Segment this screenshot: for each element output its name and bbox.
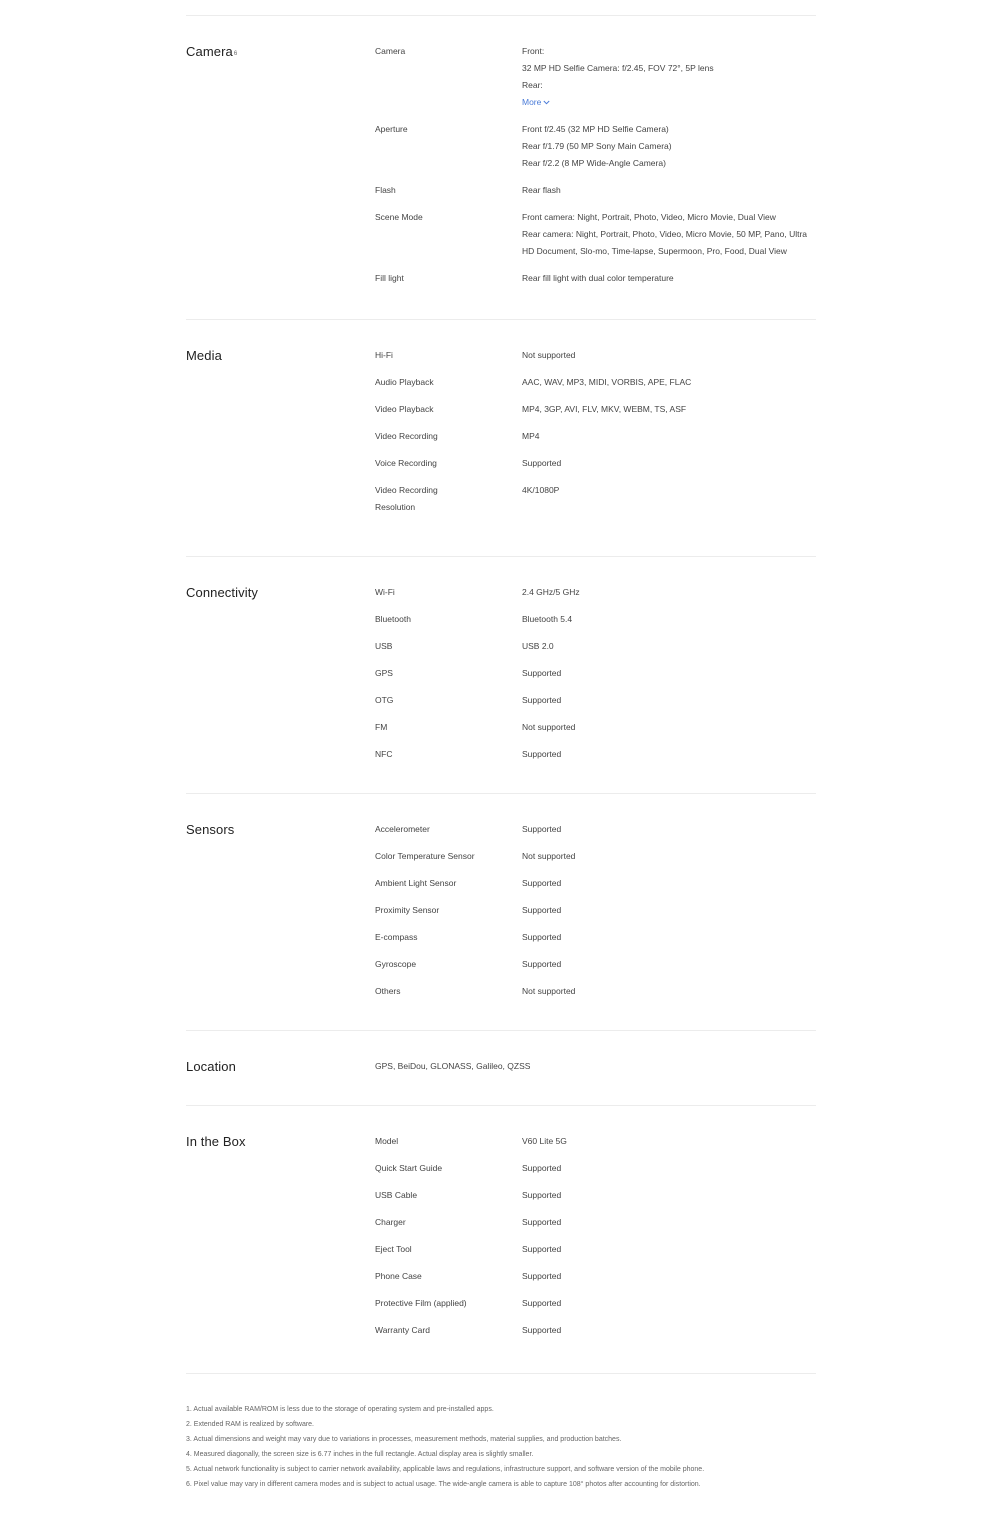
spec-value-line: 2.4 GHz/5 GHz bbox=[522, 587, 580, 597]
section-title bbox=[186, 822, 234, 837]
spec-value bbox=[522, 455, 816, 472]
spec-label: Wi-Fi bbox=[375, 587, 395, 597]
spec-value bbox=[522, 1187, 816, 1204]
spec-value-line: Supported bbox=[522, 1271, 562, 1281]
spec-value-line: Supported bbox=[522, 905, 562, 915]
spec-label: E-compass bbox=[375, 932, 418, 942]
spec-label: OTG bbox=[375, 695, 394, 705]
spec-value-line: Rear flash bbox=[522, 185, 561, 195]
footnote-item: 5. Actual network functionality is subject to carrier network availability, applicable laws and regulations, infrastructure support, and software version of the mobile phone. bbox=[186, 1466, 705, 1473]
spec-page bbox=[186, 0, 816, 1492]
spec-label: Camera bbox=[375, 46, 406, 56]
section-title-text: Location bbox=[186, 1059, 236, 1074]
spec-row-audio-playback bbox=[375, 374, 816, 391]
spec-label: Bluetooth bbox=[375, 614, 411, 624]
more-link[interactable] bbox=[522, 94, 550, 111]
spec-value bbox=[522, 638, 816, 655]
spec-row-fill-light bbox=[375, 270, 816, 287]
spec-row-nfc bbox=[375, 746, 816, 763]
section-title-text: In the Box bbox=[186, 1134, 246, 1149]
section-title-text: Media bbox=[186, 348, 222, 363]
spec-value-line: Not supported bbox=[522, 350, 576, 360]
spec-row-gps bbox=[375, 665, 816, 682]
spec-row-accelerometer bbox=[375, 821, 816, 838]
spec-row-fm bbox=[375, 719, 816, 736]
spec-row-others bbox=[375, 983, 816, 1000]
spec-value-line: 4K/1080P bbox=[522, 485, 560, 495]
spec-label: Ambient Light Sensor bbox=[375, 878, 457, 888]
spec-value bbox=[522, 482, 816, 516]
section-camera bbox=[186, 16, 816, 319]
spec-value bbox=[522, 746, 816, 763]
spec-value bbox=[522, 1295, 816, 1312]
footnotes bbox=[186, 1374, 816, 1492]
spec-value bbox=[522, 1268, 816, 1285]
spec-value-line: Supported bbox=[522, 1190, 562, 1200]
spec-value-line: Supported bbox=[522, 878, 562, 888]
spec-value-line: Supported bbox=[522, 695, 562, 705]
section-title-text: Sensors bbox=[186, 822, 235, 837]
spec-value-line: Supported bbox=[522, 1298, 562, 1308]
spec-row-color-temperature-sensor bbox=[375, 848, 816, 865]
spec-label: Accelerometer bbox=[375, 824, 430, 834]
spec-value bbox=[522, 875, 816, 892]
spec-row-usb-cable bbox=[375, 1187, 816, 1204]
spec-value bbox=[522, 209, 816, 260]
footnote-item: 4. Measured diagonally, the screen size is 6.77 inches in the full rectangle. Actual display area is slightly smaller. bbox=[186, 1451, 534, 1458]
spec-label: USB Cable bbox=[375, 1190, 418, 1200]
spec-rows bbox=[375, 1058, 816, 1075]
spec-label: Aperture bbox=[375, 124, 408, 134]
spec-label: Gyroscope bbox=[375, 959, 417, 969]
spec-value-line: HD Document, Slo-mo, Time-lapse, Supermoon, Pro, Food, Dual View bbox=[522, 246, 787, 256]
spec-row-voice-recording bbox=[375, 455, 816, 472]
spec-value-line: Front f/2.45 (32 MP HD Selfie Camera) bbox=[522, 124, 669, 134]
spec-row-quick-start-guide bbox=[375, 1160, 816, 1177]
spec-value-line: Front: bbox=[522, 46, 545, 56]
spec-value-line: Supported bbox=[522, 749, 562, 759]
spec-value-line: MP4, 3GP, AVI, FLV, MKV, WEBM, TS, ASF bbox=[522, 404, 687, 414]
section-in-the-box bbox=[186, 1106, 816, 1373]
section-title-text: Camera bbox=[186, 44, 233, 59]
spec-value bbox=[522, 182, 816, 199]
spec-value-line: Supported bbox=[522, 1244, 562, 1254]
section-connectivity bbox=[186, 557, 816, 793]
spec-rows bbox=[375, 1133, 816, 1339]
footnote-item: 2. Extended RAM is realized by software. bbox=[186, 1421, 315, 1428]
spec-value-line: Rear f/2.2 (8 MP Wide-Angle Camera) bbox=[522, 158, 666, 168]
spec-label: USB bbox=[375, 641, 393, 651]
spec-value bbox=[522, 43, 816, 111]
spec-row-otg bbox=[375, 692, 816, 709]
spec-row-video-recording-resolution bbox=[375, 482, 816, 516]
spec-label: Video Recording bbox=[375, 431, 438, 441]
spec-value-line: USB 2.0 bbox=[522, 641, 554, 651]
spec-value-line: MP4 bbox=[522, 431, 540, 441]
spec-value bbox=[522, 956, 816, 973]
spec-value bbox=[522, 902, 816, 919]
spec-label: FM bbox=[375, 722, 388, 732]
spec-value-line: V60 Lite 5G bbox=[522, 1136, 567, 1146]
spec-row-flash bbox=[375, 182, 816, 199]
spec-value-line: Supported bbox=[522, 1163, 562, 1173]
spec-value bbox=[522, 401, 816, 418]
section-title bbox=[186, 1059, 236, 1074]
spec-label: Flash bbox=[375, 185, 396, 195]
spec-row-warranty-card bbox=[375, 1322, 816, 1339]
more-link-label: More bbox=[522, 97, 542, 107]
spec-value bbox=[522, 665, 816, 682]
spec-label: Video Playback bbox=[375, 404, 434, 414]
spec-row-camera bbox=[375, 43, 816, 111]
spec-label: Audio Playback bbox=[375, 377, 434, 387]
spec-label: Protective Film (applied) bbox=[375, 1298, 467, 1308]
spec-value-line: Supported bbox=[522, 458, 562, 468]
spec-value-line: AAC, WAV, MP3, MIDI, VORBIS, APE, FLAC bbox=[522, 377, 692, 387]
spec-value-line: Bluetooth 5.4 bbox=[522, 614, 573, 624]
footnote-item: 6. Pixel value may vary in different camera modes and is subject to actual usage. The wide-angle camera is able to capture 108° photos after accounting for distortion. bbox=[186, 1481, 701, 1488]
spec-label: Charger bbox=[375, 1217, 406, 1227]
spec-row-eject-tool bbox=[375, 1241, 816, 1258]
spec-label: Color Temperature Sensor bbox=[375, 851, 475, 861]
spec-value-line: Not supported bbox=[522, 851, 576, 861]
spec-label: Eject Tool bbox=[375, 1244, 412, 1254]
spec-label: Others bbox=[375, 986, 401, 996]
spec-value-line: Rear camera: Night, Portrait, Photo, Video, Micro Movie, 50 MP, Pano, Ultra bbox=[522, 229, 808, 239]
spec-value bbox=[522, 584, 816, 601]
spec-label: NFC bbox=[375, 749, 393, 759]
spec-row-wi-fi bbox=[375, 584, 816, 601]
spec-value-line: Supported bbox=[522, 824, 562, 834]
section-title bbox=[186, 44, 237, 59]
spec-label: Quick Start Guide bbox=[375, 1163, 443, 1173]
spec-value-line: Supported bbox=[522, 932, 562, 942]
spec-value-line: Supported bbox=[522, 668, 562, 678]
section-location bbox=[186, 1031, 816, 1105]
chevron-down-icon bbox=[543, 100, 550, 105]
spec-label: Voice Recording bbox=[375, 458, 437, 468]
spec-value bbox=[522, 1241, 816, 1258]
spec-row-video-playback bbox=[375, 401, 816, 418]
spec-row-phone-case bbox=[375, 1268, 816, 1285]
spec-row-model bbox=[375, 1133, 816, 1150]
spec-value bbox=[522, 121, 816, 172]
spec-value bbox=[522, 1214, 816, 1231]
spec-value bbox=[522, 848, 816, 865]
spec-value-line: 32 MP HD Selfie Camera: f/2.45, FOV 72°, 5P lens bbox=[522, 63, 714, 73]
spec-value-line: Supported bbox=[522, 1325, 562, 1335]
spec-row-bluetooth bbox=[375, 611, 816, 628]
section-title-text: Connectivity bbox=[186, 585, 259, 600]
section-title bbox=[186, 585, 258, 600]
spec-row-gyroscope bbox=[375, 956, 816, 973]
spec-row-e-compass bbox=[375, 929, 816, 946]
spec-value-line: Rear fill light with dual color temperature bbox=[522, 273, 674, 283]
spec-label: Video Recording Resolution bbox=[375, 485, 438, 512]
section-sensors bbox=[186, 794, 816, 1030]
spec-label: Model bbox=[375, 1136, 399, 1146]
spec-value-line: Rear f/1.79 (50 MP Sony Main Camera) bbox=[522, 141, 672, 151]
spec-row-scene-mode bbox=[375, 209, 816, 260]
spec-label: GPS bbox=[375, 668, 393, 678]
spec-label: Proximity Sensor bbox=[375, 905, 440, 915]
spec-value bbox=[522, 374, 816, 391]
spec-label: Warranty Card bbox=[375, 1325, 430, 1335]
section-title bbox=[186, 1134, 246, 1149]
footnote-item: 1. Actual available RAM/ROM is less due to the storage of operating system and pre-installed apps. bbox=[186, 1406, 494, 1413]
spec-value-line: Supported bbox=[522, 959, 562, 969]
spec-rows bbox=[375, 43, 816, 287]
spec-value bbox=[522, 719, 816, 736]
spec-row-proximity-sensor bbox=[375, 902, 816, 919]
spec-value bbox=[522, 611, 816, 628]
spec-value bbox=[522, 1160, 816, 1177]
spec-label: Hi-Fi bbox=[375, 350, 393, 360]
spec-row-ambient-light-sensor bbox=[375, 875, 816, 892]
spec-row-video-recording bbox=[375, 428, 816, 445]
spec-rows bbox=[375, 584, 816, 763]
spec-value-line: Supported bbox=[522, 1217, 562, 1227]
spec-value bbox=[522, 270, 816, 287]
spec-value-line: Not supported bbox=[522, 986, 576, 996]
spec-row-hi-fi bbox=[375, 347, 816, 364]
section-title bbox=[186, 348, 222, 363]
spec-row-aperture bbox=[375, 121, 816, 172]
spec-value bbox=[522, 821, 816, 838]
spec-value-line: Not supported bbox=[522, 722, 576, 732]
spec-rows bbox=[375, 347, 816, 516]
spec-value bbox=[522, 1133, 816, 1150]
spec-value-line: Rear: bbox=[522, 80, 543, 90]
spec-value bbox=[522, 1322, 816, 1339]
footnote-ref: 6 bbox=[233, 51, 238, 57]
spec-label: Scene Mode bbox=[375, 212, 423, 222]
spec-value bbox=[522, 983, 816, 1000]
spec-label: Fill light bbox=[375, 273, 404, 283]
spec-value: GPS, BeiDou, GLONASS, Galileo, QZSS bbox=[375, 1061, 531, 1071]
spec-row-protective-film-applied bbox=[375, 1295, 816, 1312]
spec-value-line: Front camera: Night, Portrait, Photo, Video, Micro Movie, Dual View bbox=[522, 212, 776, 222]
spec-value bbox=[522, 347, 816, 364]
spec-label: Phone Case bbox=[375, 1271, 422, 1281]
spec-row-usb bbox=[375, 638, 816, 655]
spec-row-charger bbox=[375, 1214, 816, 1231]
spec-value bbox=[522, 428, 816, 445]
spec-rows bbox=[375, 821, 816, 1000]
spec-value bbox=[522, 692, 816, 709]
spec-value bbox=[522, 929, 816, 946]
section-media bbox=[186, 320, 816, 556]
footnote-item: 3. Actual dimensions and weight may vary due to variations in processes, measurement methods, material supplies, and production batches. bbox=[186, 1436, 622, 1443]
